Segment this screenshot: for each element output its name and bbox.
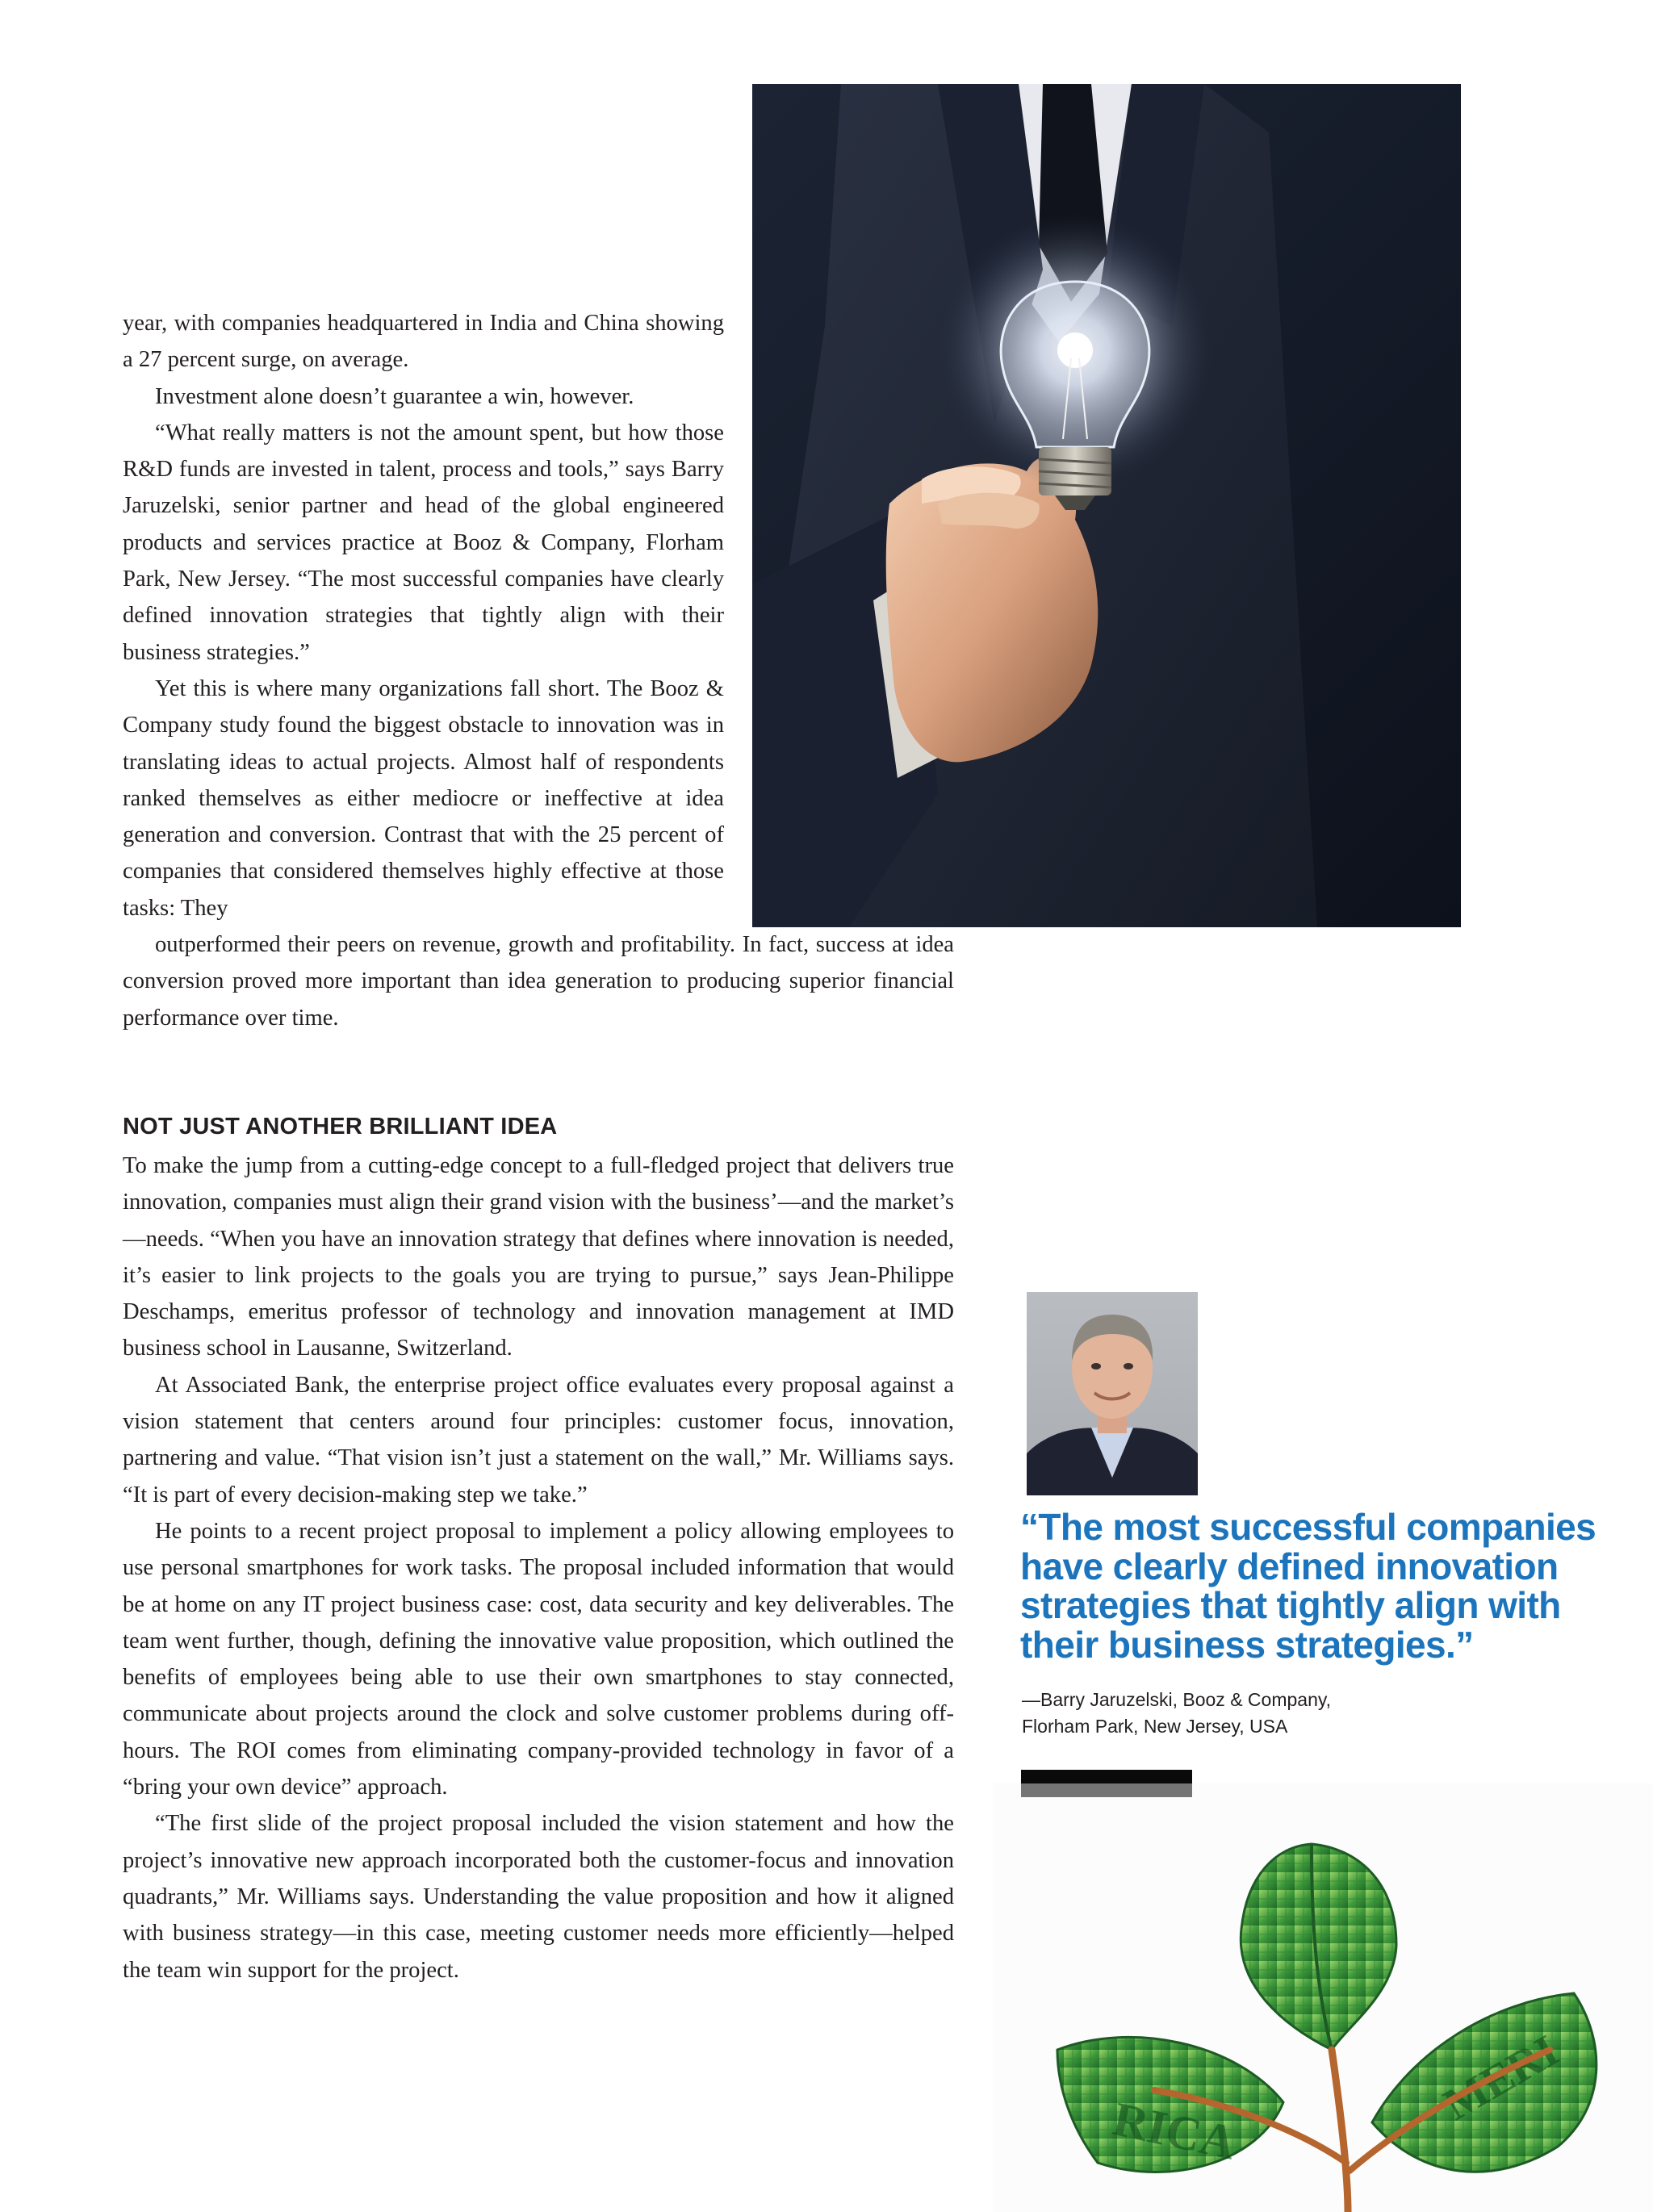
pull-quote: “The most successful companies have clearly defined innovation strategies that tightly align with their business strategies.”: [1020, 1506, 1597, 1666]
paragraph: At Associated Bank, the enterprise project office evaluates every proposal against a vision statement that centers around four principles: customer focus, innovation, partnering and value. “That vision isn’t just a statement on the wall,” Mr. Williams says. “It is part of every decision-making step we take.”: [123, 1372, 954, 1507]
attribution-line: —Barry Jaruzelski, Booz & Company,: [1022, 1689, 1332, 1710]
quote-attribution: [1022, 1687, 1506, 1740]
article-body-section: [123, 1148, 954, 1988]
paragraph-continued: outperformed their peers on revenue, growth and profitability. In fact, success at idea conversion proved more important than idea generation to producing superior financial performance over time.: [123, 932, 954, 1031]
article-body-top: [123, 305, 954, 1036]
portrait-photo: [1027, 1292, 1198, 1495]
paragraph: year, with companies headquartered in India and China showing a 27 percent surge, on average.: [123, 311, 724, 373]
leaf-bill-text: MERI: [1435, 2025, 1567, 2130]
paragraph: He points to a recent project proposal to implement a policy allowing employees to use personal smartphones for work tasks. The proposal included information that would be at home on any IT project business case: cost, data security and key deliverables. The team went further, though, defining the innovative value proposition, which outlined the benefits of employees being able to use their own smartphones to stay connected, communicate about projects around the clock and solve customer problems during off-hours. The ROI comes from eliminating company-provided technology in favor of a “bring your own device” approach.: [123, 1518, 954, 1800]
plant-graphic: [993, 1783, 1653, 2212]
paragraph: “What really matters is not the amount spent, but how those R&D funds are invested in talent, process and tools,” says Barry Jaruzelski, senior partner and head of the global engineered products and services practice at Booz & Company, Florham Park, New Jersey. “The most successful companies have clearly defined innovation strategies that tightly align with their business strategies.”: [123, 420, 724, 665]
paragraph: Yet this is where many organizations fall short. The Booz & Company study found the biggest obstacle to innovation was in translating ideas to actual projects. Almost half of respondents ranked themselves as either mediocre or ineffective at idea generation and conversion. Contrast that with the 25 percent of companies that considered themselves highly effective at those tasks: They: [123, 675, 724, 921]
leaf-bill-text: RICA: [1108, 2092, 1241, 2170]
portrait-illustration: [1027, 1292, 1198, 1495]
paragraph: Investment alone doesn’t guarantee a win, however.: [155, 383, 634, 409]
section-heading: NOT JUST ANOTHER BRILLIANT IDEA: [123, 1114, 558, 1139]
attribution-line: Florham Park, New Jersey, USA: [1022, 1716, 1288, 1737]
paragraph: To make the jump from a cutting-edge concept to a full-fledged project that delivers true innovation, companies must align their grand vision with the business’—and the market’s—needs. “When you have an innovation strategy that defines where innovation is needed, it’s easier to link projects to the goals you are trying to pursue,” says Jean-Philippe Deschamps, emeritus professor of technology and innovation management at IMD business school in Lausanne, Switzerland.: [123, 1153, 954, 1361]
paragraph: “The first slide of the project proposal included the vision statement and how the project’s innovative new approach incorporated both the customer-focus and innovation quadrants,” Mr. Williams says. Understanding the value proposition and how it aligned with business strategy—in this case, meeting customer needs more efficiently—helped the team win support for the project.: [123, 1811, 954, 1983]
money-plant-illustration: [993, 1783, 1653, 2212]
